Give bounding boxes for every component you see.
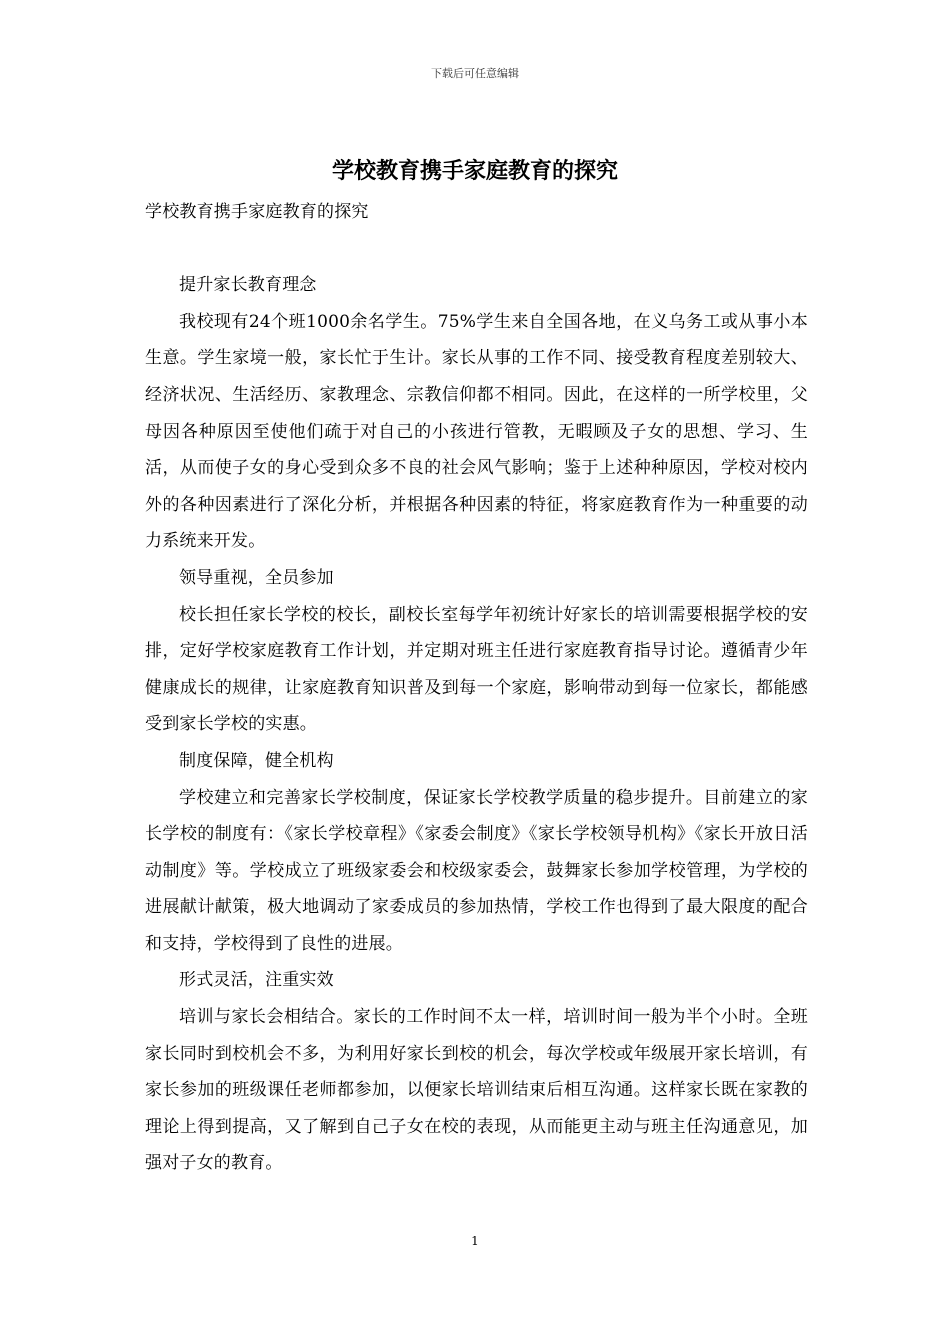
section-paragraph-1: 我校现有24个班1000余名学生。75%学生来自全国各地，在义乌务工或从事小本生意。学生家境一般，家长忙于生计。家长从事的工作不同、接受教育程度差别较大、经济状况、生活经历、家教理念、宗教信仰都不相同。因此，在这样的一所学校里，父母因各种原因至使他们疏于对自己的小孩进行管教，无暇顾及子女的思想、学习、生活，从而使子女的身心受到众多不良的社会风气影响；鉴于上述种种原因，学校对校内外的各种因素进行了深化分析，并根据各种因素的特征，将家庭教育作为一种重要的动力系统来开发。 [145,311,808,552]
section-paragraph-2: 校长担任家长学校的校长，副校长室每学年初统计好家长的培训需要根据学校的安排，定好学校家庭教育工作计划，并定期对班主任进行家庭教育指导讨论。遵循青少年健康成长的规律，让家庭教育知识普及到每一个家庭，影响带动到每一位家长，都能感受到家长学校的实惠。 [145,604,808,735]
section-paragraph-3: 学校建立和完善家长学校制度，保证家长学校教学质量的稳步提升。目前建立的家长学校的制度有：《家长学校章程》《家委会制度》《家长学校领导机构》《家长开放日活动制度》等。学校成立了班级家委会和校级家委会，鼓舞家长参加学校管理，为学校的进展献计献策，极大地调动了家委成员的参加热情，学校工作也得到了最大限度的配合和支持，学校得到了良性的进展。 [145,787,808,954]
section-heading-1: 提升家长教育理念 [179,275,317,296]
section-heading-2: 领导重视，全员参加 [179,567,334,588]
blank-line [145,231,808,268]
header-note: 下载后可任意编辑 [431,67,519,80]
section-paragraph-4: 培训与家长会相结合。家长的工作时间不太一样，培训时间一般为半个小时。全班家长同时到校机会不多，为利用好家长到校的机会，每次学校或年级展开家长培训，有家长参加的班级课任老师都参加，以便家长培训结束后相互沟通。这样家长既在家教的理论上得到提高，又了解到自己子女在校的表现，从而能更主动与班主任沟通意见，加强对子女的教育。 [145,1007,808,1174]
section-heading-3: 制度保障，健全机构 [179,750,334,771]
page-number: 1 [471,1234,479,1248]
document-body [145,194,808,1182]
document-title: 学校教育携手家庭教育的探究 [331,158,618,184]
document-subtitle: 学校教育携手家庭教育的探究 [145,202,369,222]
section-heading-4: 形式灵活，注重实效 [179,970,334,991]
